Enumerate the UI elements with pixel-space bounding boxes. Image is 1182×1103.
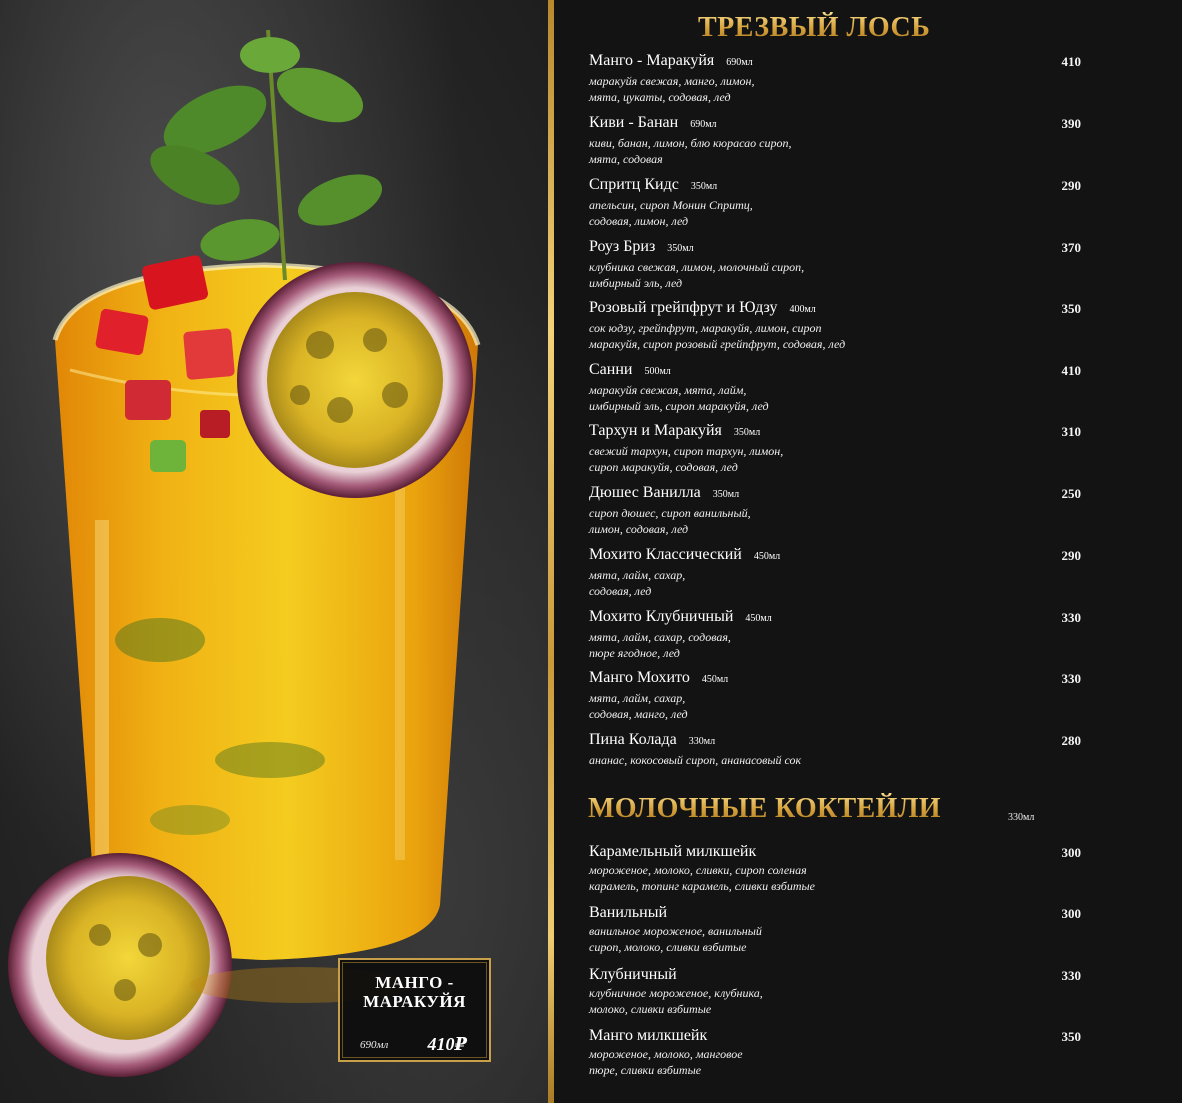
menu-item-volume: 450мл xyxy=(745,613,772,624)
menu-item xyxy=(589,731,1081,768)
menu-item-volume: 400мл xyxy=(789,304,816,315)
menu-item xyxy=(589,52,1081,105)
menu-item-name-line xyxy=(589,731,1049,751)
cocktail-illustration xyxy=(0,0,548,1103)
menu-item-name: Розовый грейпфрут и Юдзу xyxy=(589,299,778,316)
menu-item-price: 330 xyxy=(1061,968,1081,983)
menu-item-name: Мохито Клубничный xyxy=(589,608,734,625)
menu-item-name: Тархун и Маракуйя xyxy=(589,422,722,439)
menu-item-description: свежий тархун, сироп тархун, лимон, сироп маракуйя, содовая, лед xyxy=(589,444,784,474)
menu-item-name-line xyxy=(589,52,1049,72)
menu-item-name-line xyxy=(589,608,1049,628)
menu-item xyxy=(589,422,1081,475)
menu-item xyxy=(589,966,1081,1017)
menu-item-volume: 690мл xyxy=(726,57,753,68)
menu-item xyxy=(589,176,1081,229)
menu-item-name-line xyxy=(589,361,1049,381)
menu-item-name-line xyxy=(589,966,1049,984)
menu-item-volume: 450мл xyxy=(701,674,729,685)
menu-item-description: мороженое, молоко, манговое пюре, сливки взбитые xyxy=(589,1047,743,1077)
menu-item-name-line xyxy=(589,299,1049,319)
menu-item-description: клубника свежая, лимон, молочный сироп, имбирный эль, лед xyxy=(589,260,805,290)
menu-item-volume: 350мл xyxy=(690,181,718,192)
menu-item-price: 310 xyxy=(1061,424,1081,439)
section-title-milkshakes: МОЛОЧНЫЕ КОКТЕЙЛИ xyxy=(588,793,941,824)
menu-item xyxy=(589,546,1081,599)
menu-item xyxy=(589,843,1081,894)
menu-item-name-line xyxy=(589,1027,1049,1045)
menu-item-name-line xyxy=(589,114,1049,134)
menu-item-description: маракуйя свежая, манго, лимон, мята, цукаты, содовая, лед xyxy=(589,74,755,104)
menu-item-price: 410 xyxy=(1061,363,1081,378)
menu-item-volume: 350мл xyxy=(712,489,740,500)
menu-item-description: мята, лайм, сахар, содовая, пюре ягодное, лед xyxy=(589,630,731,660)
menu-item-name: Клубничный xyxy=(589,966,677,983)
menu-item-name: Ванильный xyxy=(589,904,668,921)
menu-item-name: Карамельный милкшейк xyxy=(589,843,757,860)
menu-item-price: 350 xyxy=(1061,1029,1081,1044)
menu-item-volume: 330мл xyxy=(688,736,716,747)
menu-item-price: 330 xyxy=(1061,671,1081,686)
featured-drink-card xyxy=(338,958,491,1062)
menu-item-description: клубничное мороженое, клубника, молоко, сливки взбитые xyxy=(589,986,763,1016)
menu-item-description: маракуйя свежая, мята, лайм, имбирный эль, сироп маракуйя, лед xyxy=(589,383,769,413)
menu-item-name: Дюшес Ванилла xyxy=(589,484,701,501)
menu-item-name: Мохито Классический xyxy=(589,546,742,563)
menu-item xyxy=(589,361,1081,414)
menu-item-name-line xyxy=(589,843,1049,861)
cocktail-photo xyxy=(0,0,548,1103)
menu-item xyxy=(589,299,1081,352)
menu-item-price: 390 xyxy=(1061,116,1081,131)
menu-item-price: 350 xyxy=(1061,301,1081,316)
menu-item-price: 410 xyxy=(1061,54,1081,69)
menu-item-description: мята, лайм, сахар, содовая, лед xyxy=(589,568,686,598)
menu-panel xyxy=(554,0,1182,1103)
menu-item-volume: 500мл xyxy=(644,366,671,377)
menu-item xyxy=(589,608,1081,661)
menu-item-name-line xyxy=(589,669,1049,689)
menu-item-name-line xyxy=(589,176,1049,196)
menu-item-price: 300 xyxy=(1061,906,1081,921)
menu-item-name: Пина Колада xyxy=(589,731,677,748)
featured-drink-title: МАНГО - МАРАКУЙЯ xyxy=(363,973,466,1011)
menu-item-description: сок юдзу, грейпфрут, маракуйя, лимон, сироп маракуйя, сироп розовый грейпфрут, содовая, лед xyxy=(589,321,846,351)
featured-drink-volume: 690мл xyxy=(360,1039,389,1051)
menu-item-price: 370 xyxy=(1061,240,1081,255)
section-title-sober-moose: ТРЕЗВЫЙ ЛОСЬ xyxy=(698,12,931,43)
menu-item xyxy=(589,484,1081,537)
menu-item-description: мороженое, молоко, сливки, сироп соленая карамель, топинг карамель, сливки взбитые xyxy=(589,863,815,893)
menu-item xyxy=(589,1027,1081,1078)
menu-item xyxy=(589,669,1081,722)
menu-item xyxy=(589,904,1081,955)
menu-item-name: Киви - Банан xyxy=(589,114,679,131)
menu-item-name-line xyxy=(589,546,1049,566)
menu-item-name: Манго - Маракуйя xyxy=(589,52,715,69)
menu-item-name: Спритц Кидс xyxy=(589,176,679,193)
menu-item-description: ванильное мороженое, ванильный сироп, молоко, сливки взбитые xyxy=(589,924,762,954)
menu-item-price: 330 xyxy=(1061,610,1081,625)
menu-item-name: Санни xyxy=(589,361,633,378)
menu-item-volume: 690мл xyxy=(690,119,717,130)
menu-item-name-line xyxy=(589,238,1049,258)
menu-item-volume: 350мл xyxy=(733,427,761,438)
menu-item-volume: 450мл xyxy=(753,551,781,562)
menu-item-name: Роуз Бриз xyxy=(589,238,656,255)
menu-item-description: киви, банан, лимон, блю кюрасао сироп, мята, содовая xyxy=(589,136,792,166)
menu-item-name-line xyxy=(589,904,1049,922)
menu-item-volume: 350мл xyxy=(667,243,694,254)
menu-item xyxy=(589,238,1081,291)
menu-item-price: 290 xyxy=(1061,178,1081,193)
menu-item-description: мята, лайм, сахар, содовая, манго, лед xyxy=(589,691,688,721)
menu-item-description: ананас, кокосовый сироп, ананасовый сок xyxy=(589,753,802,767)
menu-item-name-line xyxy=(589,484,1049,504)
menu-item-name-line xyxy=(589,422,1049,442)
menu-item xyxy=(589,114,1081,167)
featured-drink-price: 410₽ xyxy=(427,1034,467,1054)
menu-item-price: 280 xyxy=(1061,733,1081,748)
menu-item-price: 300 xyxy=(1061,845,1081,860)
menu-item-price: 290 xyxy=(1061,548,1081,563)
menu-item-price: 250 xyxy=(1061,486,1081,501)
menu-item-name: Манго милкшейк xyxy=(589,1027,708,1044)
menu-item-description: апельсин, сироп Монин Спритц, содовая, лимон, лед xyxy=(589,198,753,228)
menu-item-description: сироп дюшес, сироп ванильный, лимон, содовая, лед xyxy=(589,506,751,536)
menu-item-name: Манго Мохито xyxy=(589,669,690,686)
milkshakes-volume: 330мл xyxy=(1008,812,1035,823)
